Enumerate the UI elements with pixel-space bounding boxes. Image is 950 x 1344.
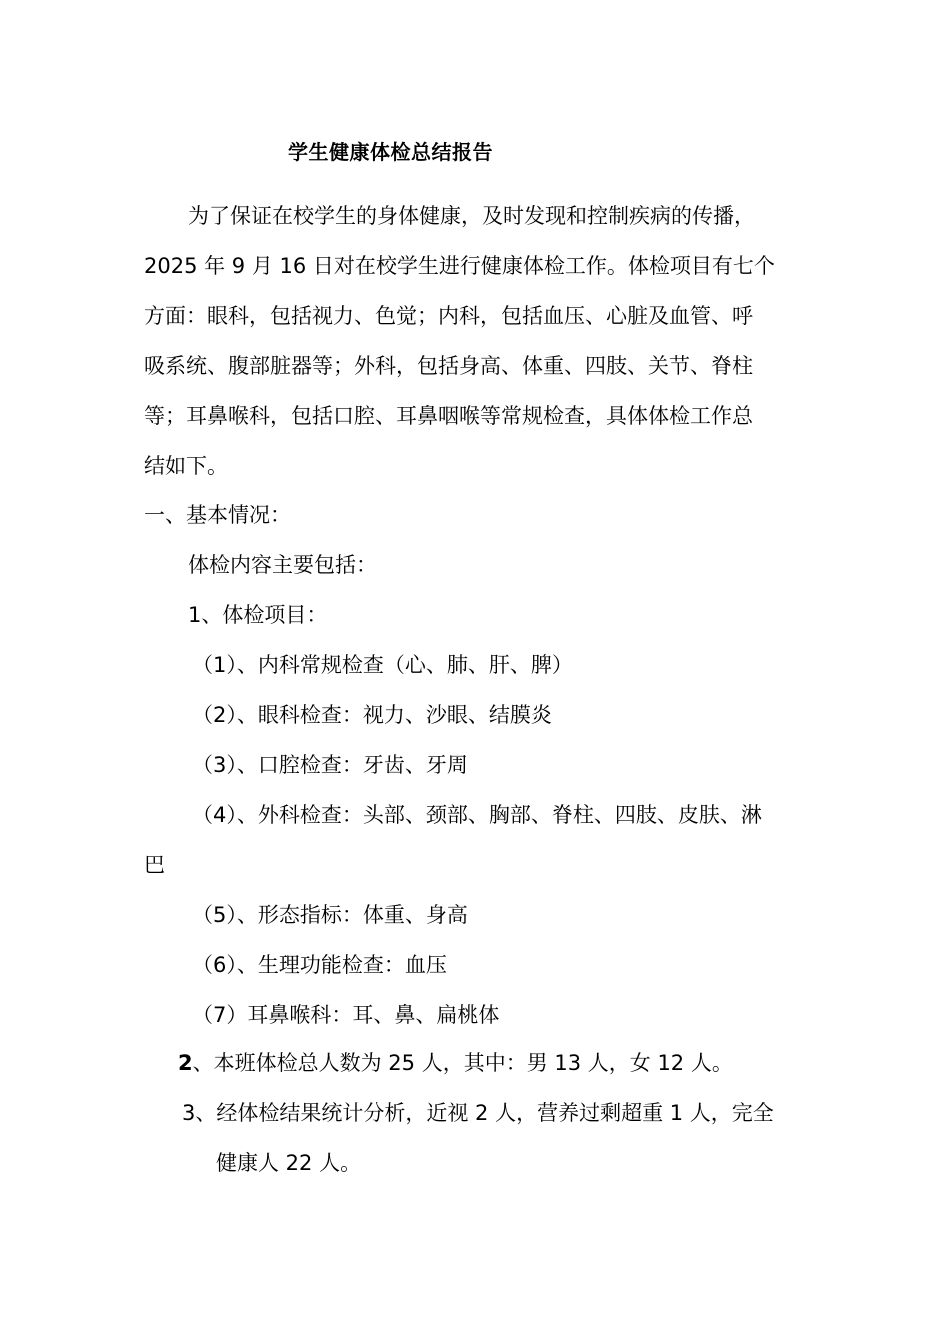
list-item: （4）、外科检查：头部、颈部、胸部、脊柱、四肢、皮肤、淋 [192, 803, 762, 827]
content-intro: 体检内容主要包括： [188, 553, 377, 577]
section-heading: 一、基本情况： [144, 503, 291, 527]
point-2-text: 、本班体检总人数为 25 人，其中：男 13 人，女 12 人。 [192, 1051, 733, 1075]
intro-line: 结如下。 [144, 454, 228, 478]
point-2 [178, 1048, 733, 1078]
document-title: 学生健康体检总结报告 [288, 140, 493, 164]
point-3-line: 3、经体检结果统计分析，近视 2 人，营养过剩超重 1 人，完全 [182, 1101, 774, 1125]
items-heading: 1、体检项目： [188, 603, 328, 627]
list-item: （5）、形态指标：体重、身高 [192, 903, 468, 927]
intro-line: 吸系统、腹部脏器等；外科，包括身高、体重、四肢、关节、脊柱 [144, 354, 753, 378]
list-item: （6）、生理功能检查：血压 [192, 953, 447, 977]
list-item: （3）、口腔检查：牙齿、牙周 [192, 753, 468, 777]
list-item: （7）耳鼻喉科：耳、鼻、扁桃体 [192, 1003, 500, 1027]
point-3-line: 健康人 22 人。 [216, 1151, 362, 1175]
list-item-continuation: 巴 [144, 853, 165, 877]
list-item: （2）、眼科检查：视力、沙眼、结膜炎 [192, 703, 552, 727]
intro-line: 2025 年 9 月 16 日对在校学生进行健康体检工作。体检项目有七个 [144, 254, 775, 278]
intro-line: 等；耳鼻喉科，包括口腔、耳鼻咽喉等常规检查，具体体检工作总 [144, 404, 753, 428]
intro-line: 为了保证在校学生的身体健康，及时发现和控制疾病的传播， [188, 204, 755, 228]
intro-line: 方面：眼科，包括视力、色觉；内科，包括血压、心脏及血管、呼 [144, 304, 753, 328]
list-item: （1）、内科常规检查（心、肺、肝、脾） [192, 653, 573, 677]
point-2-number: 2 [178, 1051, 193, 1075]
